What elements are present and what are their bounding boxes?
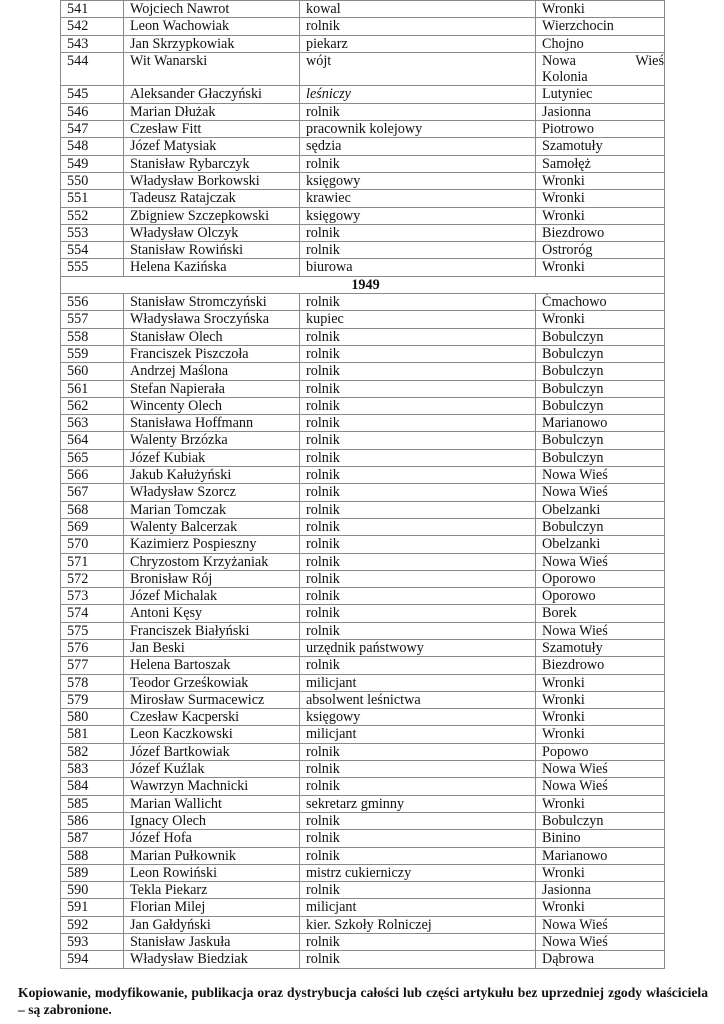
place: Wierzchocin <box>536 18 665 35</box>
place: Wronki <box>536 795 665 812</box>
place: Bobulczyn <box>536 432 665 449</box>
place: Bobulczyn <box>536 345 665 362</box>
row-number: 559 <box>61 345 124 362</box>
row-number: 587 <box>61 830 124 847</box>
table-row <box>61 242 665 259</box>
occupation: wójt <box>300 52 536 86</box>
person-name: Teodor Grześkowiak <box>124 674 300 691</box>
occupation: pracownik kolejowy <box>300 121 536 138</box>
person-name: Józef Kuźlak <box>124 761 300 778</box>
occupation: rolnik <box>300 380 536 397</box>
year-header-row <box>61 276 665 293</box>
row-number: 561 <box>61 380 124 397</box>
occupation: rolnik <box>300 605 536 622</box>
place: Nowa Wieś <box>536 916 665 933</box>
occupation: rolnik <box>300 622 536 639</box>
place: Nowa Wieś <box>536 761 665 778</box>
row-number: 582 <box>61 743 124 760</box>
table-row <box>61 605 665 622</box>
copyright-notice: Kopiowanie, modyfikowanie, publikacja oraz dystrybucja całości lub części artykułu bez uprzedniej zgody właściciela – są zabronione. <box>18 985 708 1017</box>
person-name: Andrzej Maślona <box>124 363 300 380</box>
person-name: Marian Wallicht <box>124 795 300 812</box>
row-number: 589 <box>61 864 124 881</box>
row-number: 574 <box>61 605 124 622</box>
person-name: Stanisław Rybarczyk <box>124 155 300 172</box>
place: Nowa Wieś <box>536 467 665 484</box>
occupation: rolnik <box>300 449 536 466</box>
row-number: 571 <box>61 553 124 570</box>
place: Jasionna <box>536 103 665 120</box>
place: Oporowo <box>536 570 665 587</box>
table-row <box>61 1 665 18</box>
place: Samołęż <box>536 155 665 172</box>
place: Nowa Wieś <box>536 778 665 795</box>
row-number: 573 <box>61 588 124 605</box>
row-number: 575 <box>61 622 124 639</box>
table-row <box>61 916 665 933</box>
row-number: 554 <box>61 242 124 259</box>
place-word: Nowa <box>542 52 576 69</box>
row-number: 551 <box>61 190 124 207</box>
person-name: Helena Bartoszak <box>124 657 300 674</box>
person-name: Stanisław Rowiński <box>124 242 300 259</box>
occupation: rolnik <box>300 934 536 951</box>
table-row <box>61 899 665 916</box>
row-number: 550 <box>61 172 124 189</box>
occupation: rolnik <box>300 882 536 899</box>
row-number: 547 <box>61 121 124 138</box>
person-name: Józef Michalak <box>124 588 300 605</box>
row-number: 581 <box>61 726 124 743</box>
occupation: kowal <box>300 1 536 18</box>
row-number: 555 <box>61 259 124 276</box>
people-table <box>60 0 665 969</box>
row-number: 583 <box>61 761 124 778</box>
place: Marianowo <box>536 415 665 432</box>
row-number: 572 <box>61 570 124 587</box>
row-number: 590 <box>61 882 124 899</box>
row-number: 576 <box>61 639 124 656</box>
person-name: Wawrzyn Machnicki <box>124 778 300 795</box>
table-row <box>61 380 665 397</box>
row-number: 588 <box>61 847 124 864</box>
table-row <box>61 467 665 484</box>
table-row <box>61 553 665 570</box>
place: Wronki <box>536 311 665 328</box>
row-number: 570 <box>61 536 124 553</box>
place: Ćmachowo <box>536 294 665 311</box>
row-number: 577 <box>61 657 124 674</box>
occupation: absolwent leśnictwa <box>300 691 536 708</box>
occupation: rolnik <box>300 363 536 380</box>
place: Wronki <box>536 207 665 224</box>
place: Wronki <box>536 691 665 708</box>
place: Nowa Wieś <box>536 622 665 639</box>
person-name: Władysław Borkowski <box>124 172 300 189</box>
table-row <box>61 328 665 345</box>
row-number: 553 <box>61 224 124 241</box>
year-label: 1949 <box>61 276 665 293</box>
occupation: rolnik <box>300 553 536 570</box>
occupation: rolnik <box>300 743 536 760</box>
person-name: Marian Pułkownik <box>124 847 300 864</box>
place: Piotrowo <box>536 121 665 138</box>
person-name: Jan Gałdyński <box>124 916 300 933</box>
row-number: 541 <box>61 1 124 18</box>
row-number: 545 <box>61 86 124 103</box>
table-row <box>61 639 665 656</box>
place-line-1 <box>542 53 664 69</box>
occupation: rolnik <box>300 432 536 449</box>
person-name: Stefan Napierała <box>124 380 300 397</box>
occupation: mistrz cukierniczy <box>300 864 536 881</box>
table-row <box>61 657 665 674</box>
person-name: Ignacy Olech <box>124 812 300 829</box>
place: Ostroróg <box>536 242 665 259</box>
occupation: księgowy <box>300 207 536 224</box>
person-name: Franciszek Piszczoła <box>124 345 300 362</box>
place: Wronki <box>536 709 665 726</box>
row-number: 586 <box>61 812 124 829</box>
place: Wronki <box>536 1 665 18</box>
occupation: księgowy <box>300 709 536 726</box>
occupation: rolnik <box>300 570 536 587</box>
table-row <box>61 691 665 708</box>
person-name: Władysław Biedziak <box>124 951 300 968</box>
row-number: 542 <box>61 18 124 35</box>
table-row <box>61 501 665 518</box>
place: Nowa Wieś <box>536 484 665 501</box>
table-row <box>61 847 665 864</box>
person-name: Tadeusz Ratajczak <box>124 190 300 207</box>
place: Bobulczyn <box>536 363 665 380</box>
place: Nowa Wieś <box>536 553 665 570</box>
occupation: kier. Szkoły Rolniczej <box>300 916 536 933</box>
occupation: rolnik <box>300 103 536 120</box>
table-row <box>61 121 665 138</box>
table-row <box>61 35 665 52</box>
person-name: Franciszek Białyński <box>124 622 300 639</box>
place: Lutyniec <box>536 86 665 103</box>
table-row <box>61 207 665 224</box>
place: Bobulczyn <box>536 397 665 414</box>
row-number: 585 <box>61 795 124 812</box>
row-number: 593 <box>61 934 124 951</box>
table-row <box>61 311 665 328</box>
occupation: milicjant <box>300 674 536 691</box>
occupation: rolnik <box>300 812 536 829</box>
table-row <box>61 363 665 380</box>
person-name: Józef Matysiak <box>124 138 300 155</box>
table-row <box>61 761 665 778</box>
occupation: biurowa <box>300 259 536 276</box>
place: Bobulczyn <box>536 518 665 535</box>
occupation: leśniczy <box>300 86 536 103</box>
place: Biezdrowo <box>536 224 665 241</box>
occupation: rolnik <box>300 397 536 414</box>
row-number: 567 <box>61 484 124 501</box>
place: Chojno <box>536 35 665 52</box>
occupation: sędzia <box>300 138 536 155</box>
row-number: 580 <box>61 709 124 726</box>
table-row <box>61 951 665 968</box>
person-name: Józef Kubiak <box>124 449 300 466</box>
person-name: Walenty Brzózka <box>124 432 300 449</box>
row-number: 594 <box>61 951 124 968</box>
row-number: 557 <box>61 311 124 328</box>
table-row <box>61 830 665 847</box>
occupation: rolnik <box>300 467 536 484</box>
occupation: rolnik <box>300 588 536 605</box>
row-number: 546 <box>61 103 124 120</box>
place: Binino <box>536 830 665 847</box>
place <box>536 52 665 86</box>
occupation: rolnik <box>300 951 536 968</box>
person-name: Zbigniew Szczepkowski <box>124 207 300 224</box>
person-name: Jakub Kałużyński <box>124 467 300 484</box>
person-name: Aleksander Głaczyński <box>124 86 300 103</box>
table-row <box>61 674 665 691</box>
table-row <box>61 155 665 172</box>
occupation: rolnik <box>300 155 536 172</box>
occupation: rolnik <box>300 847 536 864</box>
table-row <box>61 432 665 449</box>
occupation: rolnik <box>300 501 536 518</box>
occupation: rolnik <box>300 345 536 362</box>
occupation: kupiec <box>300 311 536 328</box>
place: Popowo <box>536 743 665 760</box>
person-name: Władysława Sroczyńska <box>124 311 300 328</box>
place: Bobulczyn <box>536 449 665 466</box>
person-name: Chryzostom Krzyżaniak <box>124 553 300 570</box>
place: Bobulczyn <box>536 380 665 397</box>
occupation: rolnik <box>300 242 536 259</box>
table-row <box>61 224 665 241</box>
place: Wronki <box>536 259 665 276</box>
occupation: rolnik <box>300 18 536 35</box>
place: Wronki <box>536 190 665 207</box>
place: Biezdrowo <box>536 657 665 674</box>
row-number: 544 <box>61 52 124 86</box>
place: Obelzanki <box>536 536 665 553</box>
occupation: piekarz <box>300 35 536 52</box>
table-row <box>61 103 665 120</box>
place: Szamotuły <box>536 138 665 155</box>
person-name: Jan Beski <box>124 639 300 656</box>
table-row <box>61 190 665 207</box>
table-row <box>61 138 665 155</box>
table-row <box>61 795 665 812</box>
person-name: Stanisława Hoffmann <box>124 415 300 432</box>
row-number: 592 <box>61 916 124 933</box>
table-row <box>61 518 665 535</box>
occupation: księgowy <box>300 172 536 189</box>
person-name: Kazimierz Pospieszny <box>124 536 300 553</box>
place: Bobulczyn <box>536 812 665 829</box>
people-table-body <box>61 1 665 969</box>
place: Wronki <box>536 864 665 881</box>
occupation: urzędnik państwowy <box>300 639 536 656</box>
person-name: Marian Dłużak <box>124 103 300 120</box>
row-number: 578 <box>61 674 124 691</box>
occupation: rolnik <box>300 536 536 553</box>
person-name: Wincenty Olech <box>124 397 300 414</box>
person-name: Tekla Piekarz <box>124 882 300 899</box>
occupation: rolnik <box>300 657 536 674</box>
table-row <box>61 588 665 605</box>
row-number: 566 <box>61 467 124 484</box>
place: Wronki <box>536 674 665 691</box>
table-row <box>61 864 665 881</box>
person-name: Władysław Szorcz <box>124 484 300 501</box>
place: Oporowo <box>536 588 665 605</box>
row-number: 584 <box>61 778 124 795</box>
person-name: Władysław Olczyk <box>124 224 300 241</box>
person-name: Jan Skrzypkowiak <box>124 35 300 52</box>
occupation: krawiec <box>300 190 536 207</box>
person-name: Florian Milej <box>124 899 300 916</box>
person-name: Stanisław Olech <box>124 328 300 345</box>
occupation: milicjant <box>300 899 536 916</box>
occupation: rolnik <box>300 328 536 345</box>
place-line-2: Kolonia <box>542 69 588 86</box>
row-number: 558 <box>61 328 124 345</box>
place: Wronki <box>536 726 665 743</box>
occupation: sekretarz gminny <box>300 795 536 812</box>
occupation: rolnik <box>300 778 536 795</box>
table-row <box>61 86 665 103</box>
person-name: Marian Tomczak <box>124 501 300 518</box>
place: Bobulczyn <box>536 328 665 345</box>
table-row <box>61 709 665 726</box>
row-number: 564 <box>61 432 124 449</box>
table-row <box>61 934 665 951</box>
row-number: 552 <box>61 207 124 224</box>
place: Wronki <box>536 899 665 916</box>
occupation: rolnik <box>300 415 536 432</box>
place: Borek <box>536 605 665 622</box>
occupation: rolnik <box>300 224 536 241</box>
occupation: rolnik <box>300 761 536 778</box>
table-row <box>61 536 665 553</box>
person-name: Helena Kazińska <box>124 259 300 276</box>
table-row <box>61 622 665 639</box>
place: Wronki <box>536 172 665 189</box>
table-row <box>61 415 665 432</box>
person-name: Bronisław Rój <box>124 570 300 587</box>
row-number: 591 <box>61 899 124 916</box>
table-row <box>61 397 665 414</box>
table-row <box>61 778 665 795</box>
table-row <box>61 726 665 743</box>
table-row <box>61 172 665 189</box>
person-name: Józef Hofa <box>124 830 300 847</box>
place: Dąbrowa <box>536 951 665 968</box>
person-name: Antoni Kęsy <box>124 605 300 622</box>
table-row <box>61 259 665 276</box>
table-row <box>61 345 665 362</box>
person-name: Leon Kaczkowski <box>124 726 300 743</box>
occupation: rolnik <box>300 294 536 311</box>
person-name: Walenty Balcerzak <box>124 518 300 535</box>
person-name: Czesław Kacperski <box>124 709 300 726</box>
place: Jasionna <box>536 882 665 899</box>
row-number: 569 <box>61 518 124 535</box>
place: Obelzanki <box>536 501 665 518</box>
row-number: 548 <box>61 138 124 155</box>
person-name: Wit Wanarski <box>124 52 300 86</box>
table-row <box>61 449 665 466</box>
row-number: 549 <box>61 155 124 172</box>
person-name: Stanisław Stromczyński <box>124 294 300 311</box>
place: Szamotuły <box>536 639 665 656</box>
place: Marianowo <box>536 847 665 864</box>
person-name: Mirosław Surmacewicz <box>124 691 300 708</box>
row-number: 543 <box>61 35 124 52</box>
table-row <box>61 882 665 899</box>
person-name: Wojciech Nawrot <box>124 1 300 18</box>
table-row <box>61 484 665 501</box>
person-name: Leon Wachowiak <box>124 18 300 35</box>
table-row <box>61 18 665 35</box>
row-number: 556 <box>61 294 124 311</box>
table-row <box>61 812 665 829</box>
row-number: 568 <box>61 501 124 518</box>
table-row <box>61 743 665 760</box>
row-number: 579 <box>61 691 124 708</box>
person-name: Stanisław Jaskuła <box>124 934 300 951</box>
row-number: 560 <box>61 363 124 380</box>
row-number: 563 <box>61 415 124 432</box>
place-word: Wieś <box>635 52 664 69</box>
table-row <box>61 52 665 86</box>
table-row <box>61 570 665 587</box>
occupation: rolnik <box>300 484 536 501</box>
person-name: Leon Rowiński <box>124 864 300 881</box>
person-name: Józef Bartkowiak <box>124 743 300 760</box>
table-row <box>61 294 665 311</box>
person-name: Czesław Fitt <box>124 121 300 138</box>
row-number: 562 <box>61 397 124 414</box>
occupation: rolnik <box>300 830 536 847</box>
row-number: 565 <box>61 449 124 466</box>
place: Nowa Wieś <box>536 934 665 951</box>
occupation: milicjant <box>300 726 536 743</box>
occupation: rolnik <box>300 518 536 535</box>
